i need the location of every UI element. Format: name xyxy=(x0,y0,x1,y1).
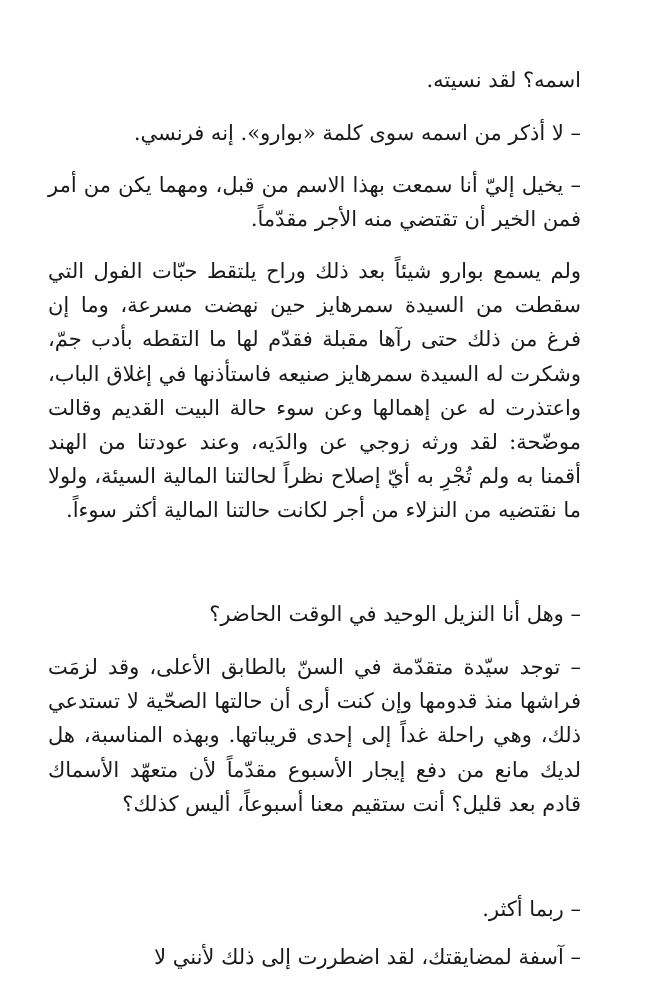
paragraph-3: – يخيل إليّ أنا سمعت بهذا الاسم من قبل، ومهما يكن من أمر فمن الخير أن تقتضي منه الأجر مقدّماً. xyxy=(48,173,581,232)
paragraph-1: اسمه؟ لقد نسيته. xyxy=(426,68,581,92)
paragraph-5: – وهل أنا النزيل الوحيد في الوقت الحاضر؟ xyxy=(209,602,581,626)
paragraph-4: ولم يسمع بوارو شيئاً بعد ذلك وراح يلتقط حبّات الفول التي سقطت من السيدة سمرهايز حين نهضت مسرعة، وما إن فرغ من ذلك حتى رآها مقبلة فقدّم لها ما التقطه بأدب جمّ، وشكرت له السيدة سمرهايز صنيعه فاستأذنها في إغلاق الباب، واعتذرت له عن إهمالها وعن سوء حالة البيت القديم وقالت موضّحة: لقد ورثه زوجي عن والدَيه، وعند عودتنا من الهند أقمنا به ولم تُجْرِ به أيّ إصلاح نظراً لحالتنا المالية السيئة، ولولا ما نقتضيه من النزلاء من أجر لكانت حالتنا المالية أكثر سوءاً. xyxy=(48,259,581,523)
paragraph-6: – توجد سيّدة متقدّمة في السنّ بالطابق الأعلى، وقد لزمَت فراشها منذ قدومها وإن كنت أرى أن حالتها الصحّية لا تستدعي ذلك، وهي راحلة غداً إلى إحدى قريباتها. وبهذه المناسبة، هل لديك مانع من دفع إيجار الأسبوع مقدّماً لأن متعهّد الأسماك قادم بعد قليل؟ أنت ستقيم معنا أسبوعاً، أليس كذلك؟ xyxy=(48,655,581,816)
paragraph-8: – آسفة لمضايقتك، لقد اضطررت إلى ذلك لأنني لا xyxy=(154,945,581,969)
paragraph-2: – لا أذكر من اسمه سوى كلمة «بوارو». إنه فرنسي. xyxy=(133,121,581,145)
paragraph-7: – ربما أكثر. xyxy=(482,897,581,921)
